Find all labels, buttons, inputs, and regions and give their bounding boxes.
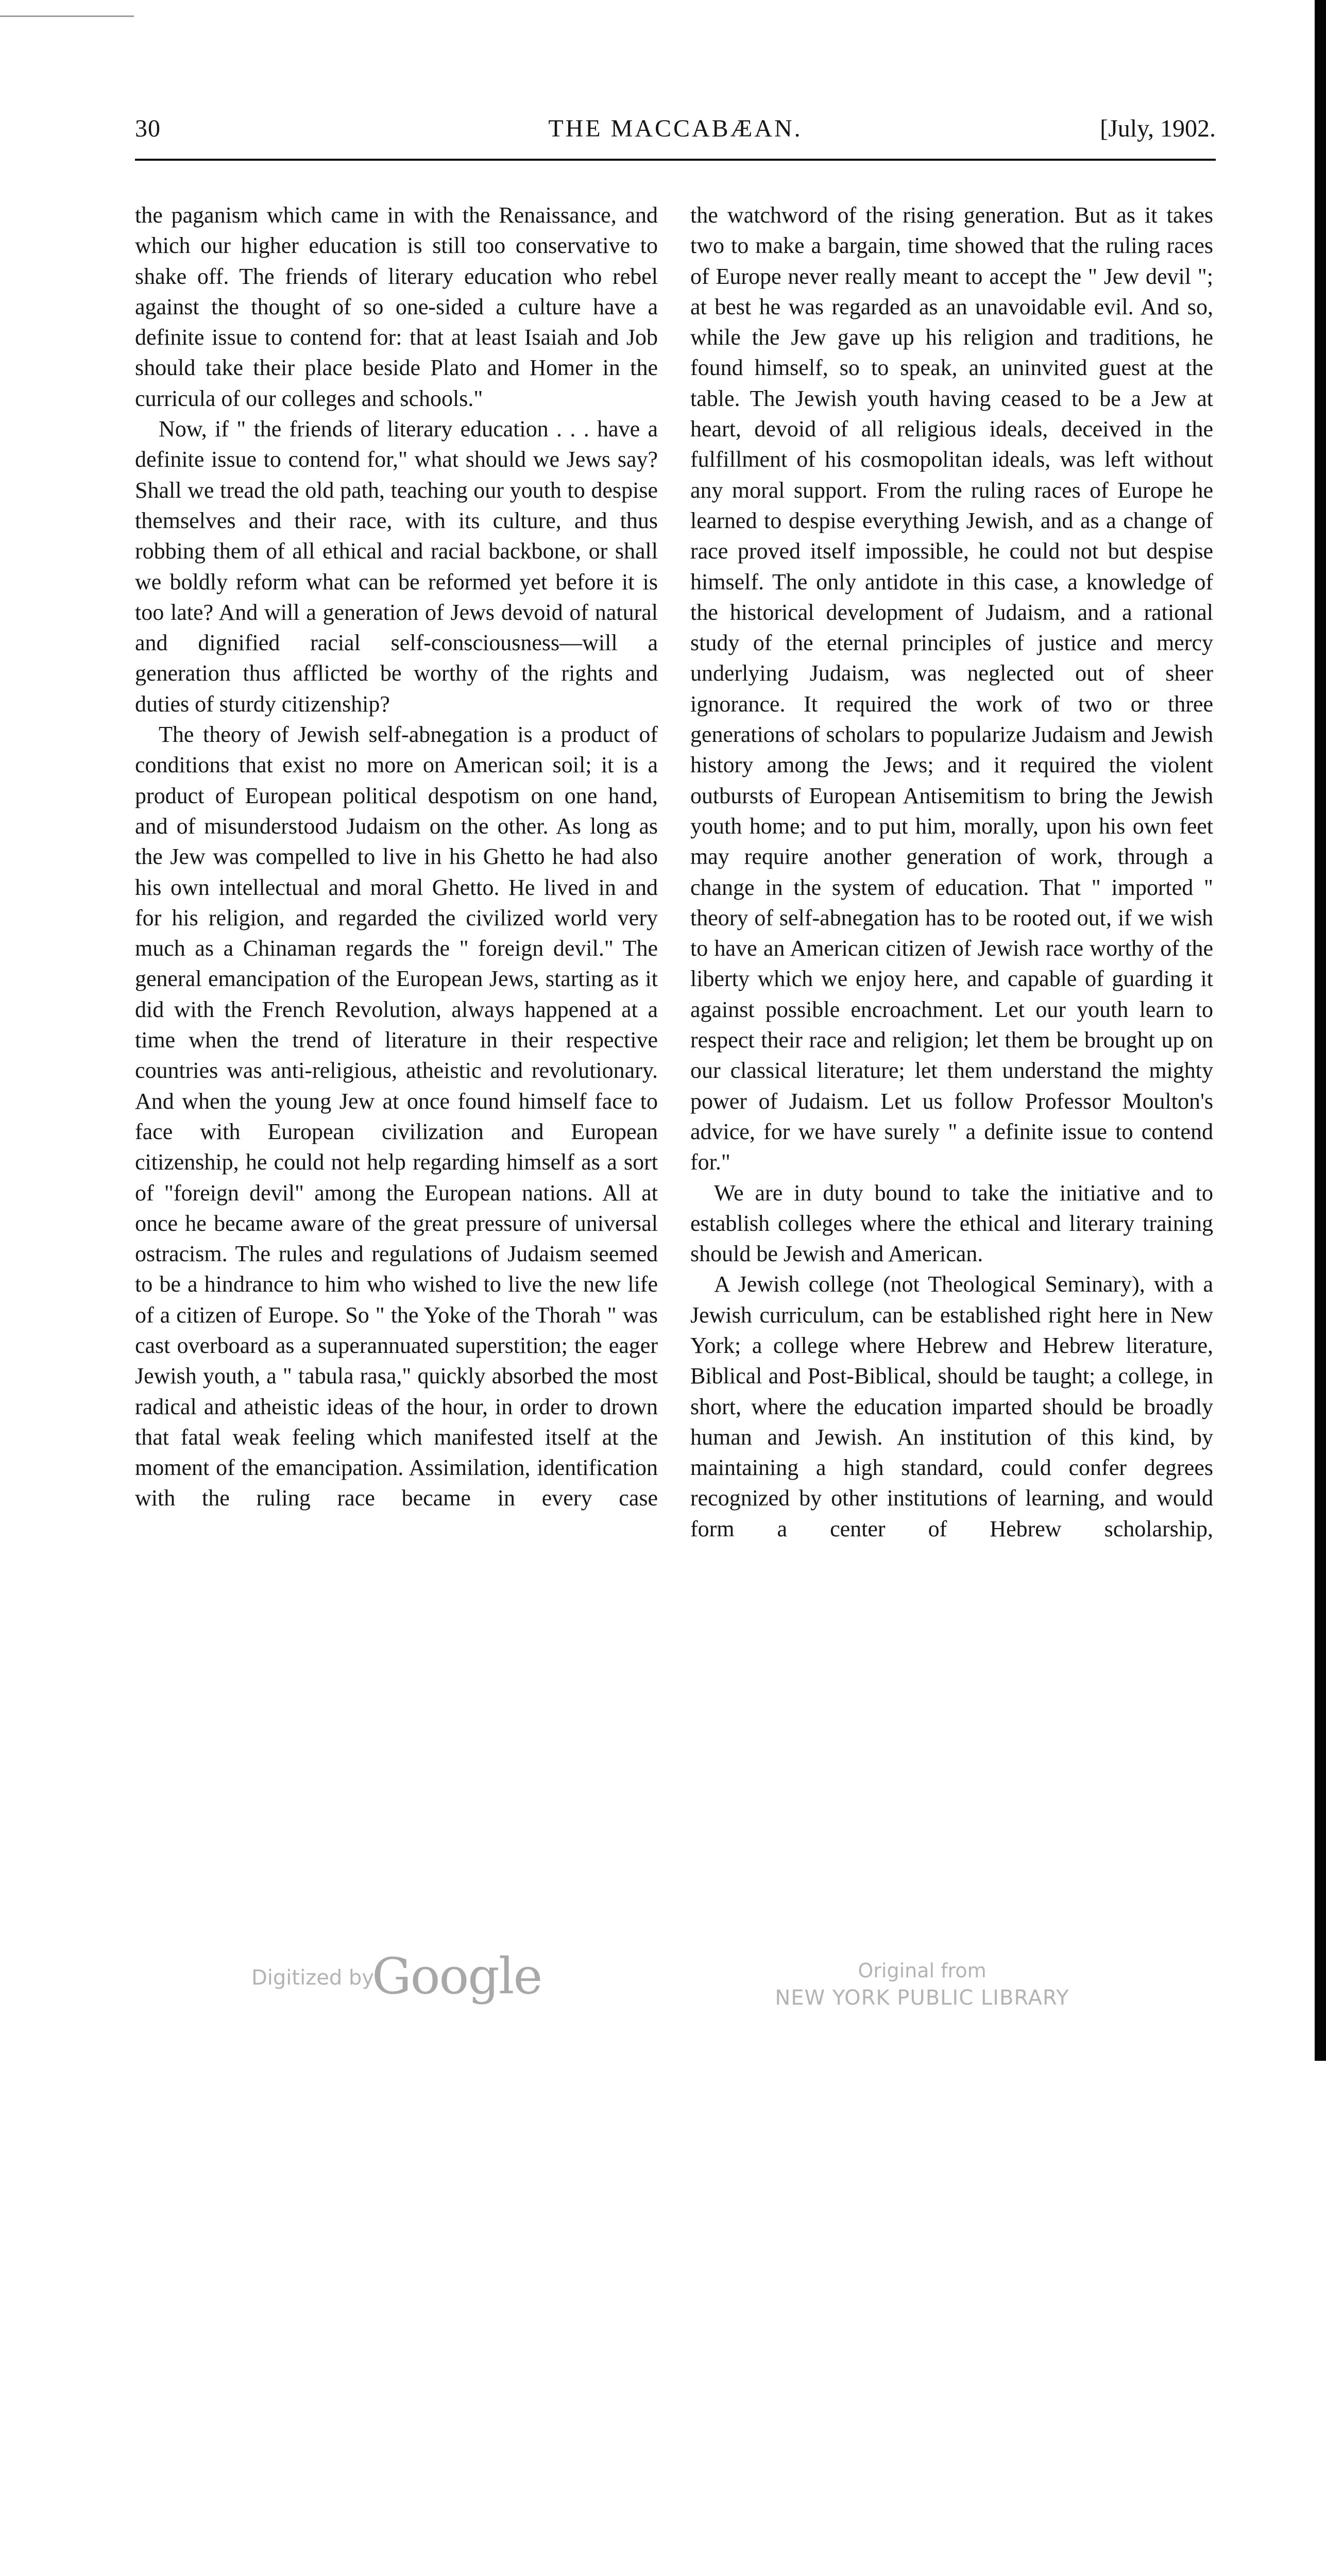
left-paragraph-2: Now, if " the friends of literary education . . . have a definite issue to contend for," what should we Jews say? Shall we tread the old path, teaching our youth to despise themselves and their race, with its culture, and thus robbing them of all ethical and racial backbone, or shall we boldly reform what can be reformed yet before it is too late? And will a generation of Jews devoid of natural and dignified racial self-consciousness—will a generation thus afflicted be worthy of the rights and duties of sturdy citizenship? <box>135 416 658 717</box>
left-paragraph-1: the paganism which came in with the Renaissance, and which our higher education is still too conservative to shake off. The friends of literary education who rebel against the thought of so one-sided a culture have a definite issue to contend for: that at least Isaiah and Job should take their place beside Plato and Homer in the curricula of our colleges and schools." <box>135 202 658 411</box>
right-paragraph-1: the watchword of the rising generation. But as it takes two to make a bargain, time showed that the ruling races of Europe never really meant to accept the " Jew devil "; at best he was regarded as an unavoidable evil. And so, while the Jew gave up his religion and traditions, he found himself, so to speak, an uninvited guest at the table. The Jewish youth having ceased to be a Jew at heart, devoid of all religious ideals, deceived in the fulfillment of his cosmopolitan ideals, was left without any moral support. From the ruling races of Europe he learned to despise everything Jewish, and as a change of race proved itself impossible, he could not but despise himself. The only antidote in this case, a knowledge of the historical development of Judaism, and a rational study of the eternal principles of justice and mercy underlying Judaism, was neglected out of sheer ignorance. It required the work of two or three generations of scholars to popularize Judaism and Jewish history among the Jews; and it required the violent outbursts of European Antisemitism to bring the Jewish youth home; and to put him, morally, upon his own feet may require another generation of work, through a change in the system of education. That " imported " theory of self-abnegation has to be rooted out, if we wish to have an American citizen of Jewish race worthy of the liberty which we enjoy here, and capable of guarding it against possible encroachment. Let our youth learn to respect their race and religion; let them be brought up on our classical literature; let them understand the mighty power of Judaism. Let us follow Professor Moulton's advice, for we have surely " a definite issue to contend for." <box>690 202 1213 1175</box>
digitized-by-label: Digitized by <box>251 1966 374 1990</box>
page-number: 30 <box>135 115 161 142</box>
scan-binding-edge <box>1315 0 1326 2061</box>
library-name: NEW YORK PUBLIC LIBRARY <box>775 1986 1069 2010</box>
source-attribution <box>762 1958 1082 2012</box>
scan-edge-rule <box>0 15 134 17</box>
digitization-footer <box>0 1947 1326 2040</box>
right-paragraph-2: We are in duty bound to take the initiative and to establish colleges where the ethical and literary training should be Jewish and American. <box>690 1180 1213 1267</box>
google-logo: Google <box>372 1947 542 2005</box>
left-paragraph-3: The theory of Jewish self-abnegation is a product of conditions that exist no more on American soil; it is a product of European political despotism on one hand, and of misunderstood Judaism on the other. As long as the Jew was compelled to live in his Ghetto he had also his own intellectual and moral Ghetto. He lived in and for his religion, and regarded the civilized world very much as a Chinaman regards the " foreign devil." The general emancipation of the European Jews, starting as it did with the French Revolution, always happened at a time when the trend of literature in their respective countries was anti-religious, atheistic and revolutionary. And when the young Jew at once found himself face to face with European civilization and European citizenship, he could not help regarding himself as a sort of "foreign devil" among the European nations. All at once he became aware of the great pressure of universal ostracism. The rules and regulations of Judaism seemed to be a hindrance to him who wished to live the new life of a citizen of Europe. So " the Yoke of the Thorah " was cast overboard as a superannuated superstition; the eager Jewish youth, a " tabula rasa," quickly absorbed the most radical and atheistic ideas of the hour, in order to drown that fatal weak feeling which manifested itself at the moment of the emancipation. Assimilation, identification with the ruling race became in every case <box>135 722 658 1511</box>
right-paragraph-3: A Jewish college (not Theological Seminary), with a Jewish curriculum, can be established right here in New York; a college where Hebrew and Hebrew literature, Biblical and Post-Biblical, should be taught; a college, in short, where the education imparted should be broadly human and Jewish. An institution of this kind, by maintaining a high standard, could confer degrees recognized by other institutions of learning, and would form a center of Hebrew scholarship, <box>690 1272 1213 1541</box>
journal-title: THE MACCABÆAN. <box>548 115 803 142</box>
header-rule <box>135 159 1216 161</box>
original-from-label: Original from <box>858 1959 987 1982</box>
issue-date: [July, 1902. <box>1100 115 1216 142</box>
running-header <box>135 114 1216 150</box>
left-column <box>135 200 658 1514</box>
right-column <box>690 200 1213 1544</box>
